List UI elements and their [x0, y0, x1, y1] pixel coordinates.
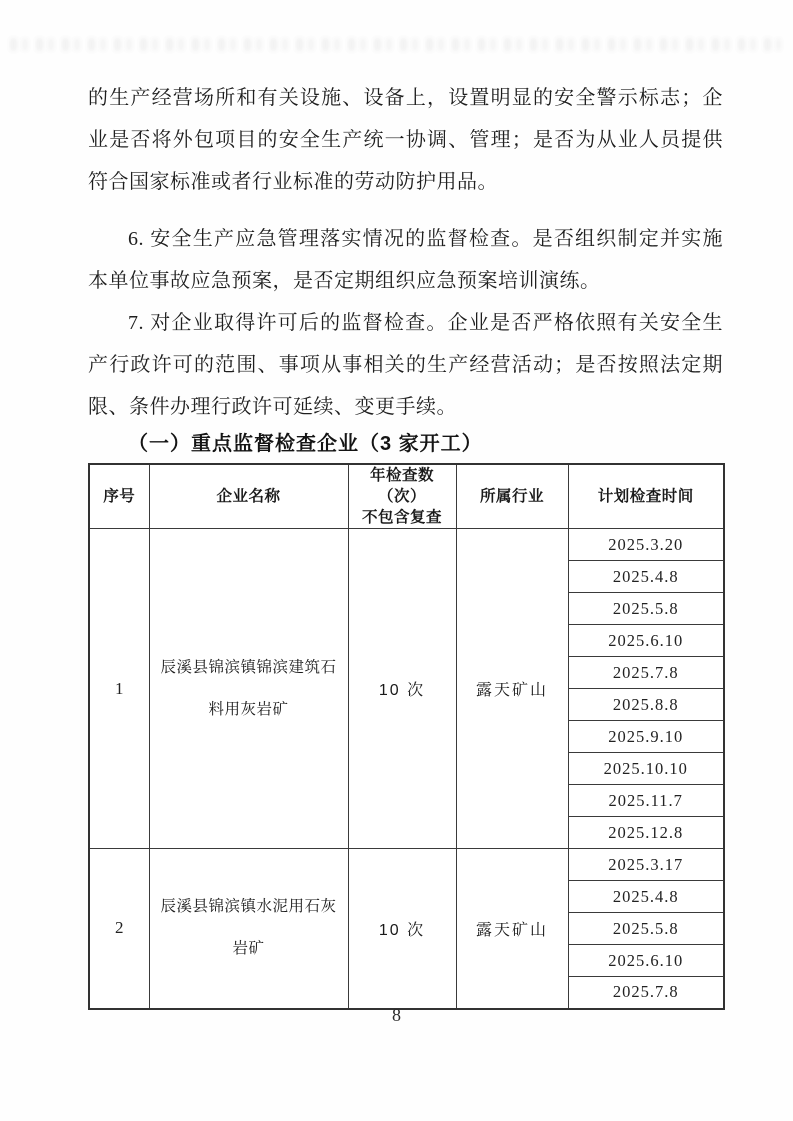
planned-date-cell: 2025.10.10	[568, 753, 724, 785]
bleed-through-text-artifact	[10, 38, 781, 51]
planned-date-cell: 2025.6.10	[568, 625, 724, 657]
planned-date-cell: 2025.6.10	[568, 945, 724, 977]
planned-date-cell: 2025.7.8	[568, 977, 724, 1009]
planned-date-cell: 2025.9.10	[568, 721, 724, 753]
body-paragraph: 的生产经营场所和有关设施、设备上，设置明显的安全警示标志；企业是否将外包项目的安全生产统一协调、管理；是否为从业人员提供符合国家标准或者行业标准的劳动防护用品。	[88, 87, 723, 193]
page-number: 8	[392, 1005, 401, 1025]
annual-inspections-cell: 10 次	[348, 849, 456, 1009]
planned-date-cell: 2025.11.7	[568, 785, 724, 817]
industry-cell: 露天矿山	[456, 849, 568, 1009]
company-name-cell: 辰溪县锦滨镇水泥用石灰岩矿	[149, 849, 348, 1009]
planned-date-cell: 2025.5.8	[568, 593, 724, 625]
inspection-table	[88, 463, 725, 1010]
table-row	[89, 529, 724, 561]
planned-date-cell: 2025.5.8	[568, 913, 724, 945]
company-name-cell: 辰溪县锦滨镇锦滨建筑石料用灰岩矿	[149, 529, 348, 849]
document-body	[88, 77, 723, 1010]
inspection-table-body	[89, 529, 724, 1009]
column-header: 计划检查时间	[568, 464, 724, 529]
planned-date-cell: 2025.3.17	[568, 849, 724, 881]
seq-cell: 1	[89, 529, 149, 849]
planned-date-cell: 2025.7.8	[568, 657, 724, 689]
column-header: 企业名称	[149, 464, 348, 529]
annual-inspections-cell: 10 次	[348, 529, 456, 849]
column-header: 所属行业	[456, 464, 568, 529]
planned-date-cell: 2025.4.8	[568, 561, 724, 593]
seq-cell: 2	[89, 849, 149, 1009]
column-header: 年检查数（次） 不包含复查	[348, 464, 456, 529]
body-paragraph: 6. 安全生产应急管理落实情况的监督检查。是否组织制定并实施本单位事故应急预案，是否定期组织应急预案培训演练。	[88, 228, 723, 292]
industry-cell: 露天矿山	[456, 529, 568, 849]
header-row	[89, 464, 724, 529]
planned-date-cell: 2025.4.8	[568, 881, 724, 913]
column-header: 序号	[89, 464, 149, 529]
planned-date-cell: 2025.3.20	[568, 529, 724, 561]
planned-date-cell: 2025.8.8	[568, 689, 724, 721]
section-heading: （一）重点监督检查企业（3 家开工）	[128, 433, 483, 455]
inspection-table-header	[89, 464, 724, 529]
body-paragraph: 7. 对企业取得许可后的监督检查。企业是否严格依照有关安全生产行政许可的范围、事项从事相关的生产经营活动；是否按照法定期限、条件办理行政许可延续、变更手续。	[88, 312, 723, 418]
planned-date-cell: 2025.12.8	[568, 817, 724, 849]
table-row	[89, 849, 724, 881]
